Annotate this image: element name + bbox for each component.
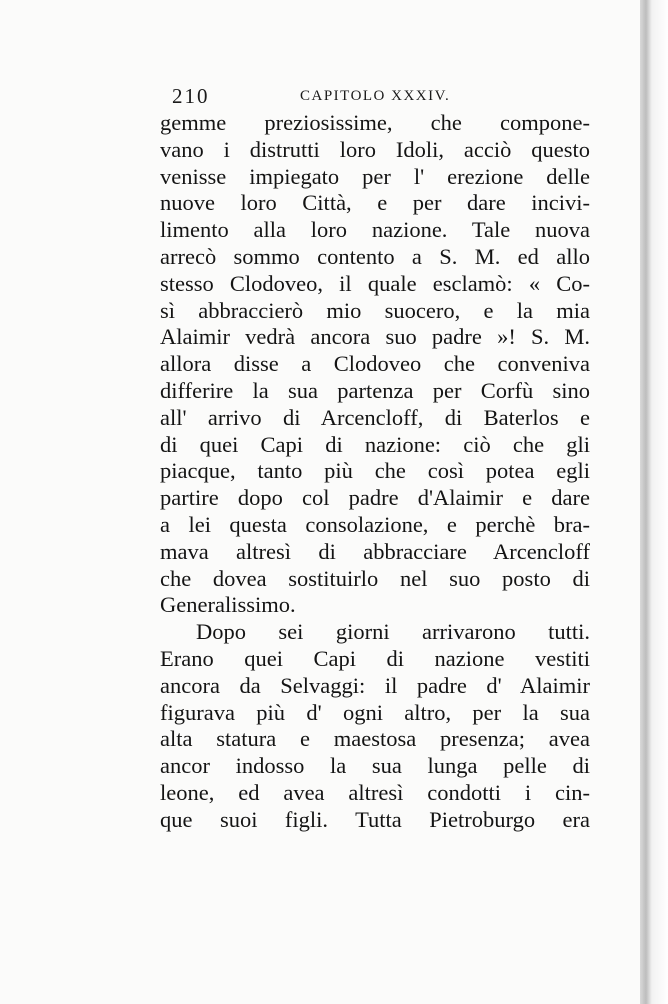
text-line: Erano quei Capi di nazione vestiti (160, 645, 590, 671)
text-line: alta statura e maestosa presenza; avea (160, 726, 590, 752)
text-line: sì abbraccierò mio suocero, e la mia (160, 297, 590, 323)
text-line: que suoi figli. Tutta Pietroburgo era (160, 806, 590, 832)
text-line: ancora da Selvaggi: il padre d' Alaimir (160, 672, 590, 698)
text-line: stesso Clodoveo, il quale esclamò: « Co- (160, 270, 590, 296)
text-line: Alaimir vedrà ancora suo padre »! S. M. (160, 324, 590, 350)
text-line: figurava più d' ogni altro, per la sua (160, 699, 590, 725)
text-line: piacque, tanto più che così potea egli (160, 458, 590, 484)
text-line: vano i distrutti loro Idoli, acciò questo (160, 136, 590, 162)
page-gutter-edge (640, 0, 668, 1004)
running-head (168, 82, 588, 112)
text-line: di quei Capi di nazione: ciò che gli (160, 431, 590, 457)
text-line: leone, ed avea altresì condotti i cin- (160, 779, 590, 805)
text-line: mava altresì di abbracciare Arcencloff (160, 538, 590, 564)
text-line: allora disse a Clodoveo che conveniva (160, 351, 590, 377)
text-line: all' arrivo di Arcencloff, di Baterlos e (160, 404, 590, 430)
text-line: gemme preziosissime, che compone- (160, 110, 590, 135)
body-text (160, 110, 590, 834)
text-line: nuove loro Città, e per dare incivi- (160, 190, 590, 216)
text-line: a lei questa consolazione, e perchè bra- (160, 511, 590, 537)
text-line: limento alla loro nazione. Tale nuova (160, 217, 590, 243)
text-line: ancor indosso la sua lunga pelle di (160, 753, 590, 779)
text-line: arrecò sommo contento a S. M. ed allo (160, 243, 590, 269)
paragraph-first-line: Dopo sei giorni arrivarono tutti. (196, 619, 590, 645)
text-line: partire dopo col padre d'Alaimir e dare (160, 485, 590, 511)
chapter-title: CAPITOLO XXXIV. (300, 88, 451, 104)
text-line: venisse impiegato per l' erezione delle (160, 163, 590, 189)
text-line: che dovea sostituirlo nel suo posto di (160, 565, 590, 591)
text-line: differire la sua partenza per Corfù sino (160, 377, 590, 403)
page-number: 210 (172, 84, 210, 108)
paragraph-last-line: Generalissimo. (160, 592, 296, 618)
